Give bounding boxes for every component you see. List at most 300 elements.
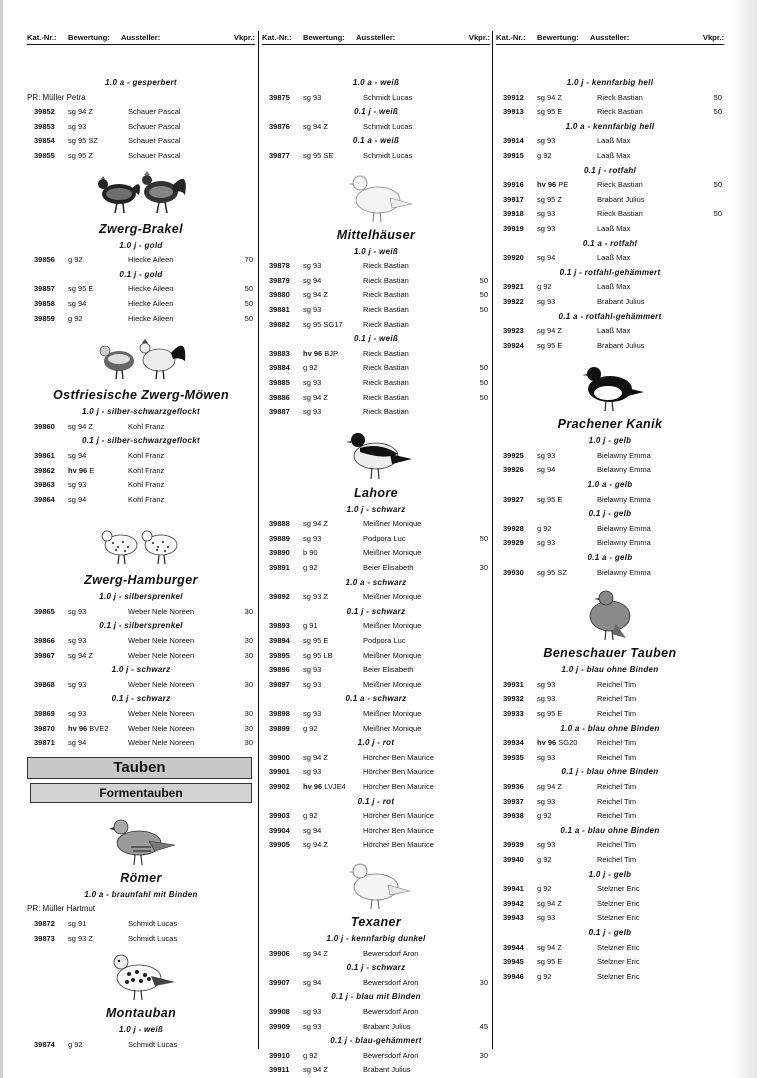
entry-price: 50	[479, 290, 488, 300]
entry-number: 39854	[34, 136, 55, 146]
entry-row	[262, 149, 490, 164]
entry-number: 39921	[503, 282, 524, 292]
entry-number: 39865	[34, 606, 55, 616]
entry-rating: sg 93	[537, 679, 556, 689]
entry-rating: g 92	[68, 313, 83, 323]
entry-exhibitor: Meißner Monique	[363, 621, 422, 631]
entry-row	[27, 634, 255, 649]
entry-price: 50	[479, 392, 488, 402]
entry-number: 39910	[269, 1050, 290, 1060]
entry-number: 39932	[503, 694, 524, 704]
entry-number: 39892	[269, 592, 290, 602]
class-heading: 0.1 a - weiß	[352, 136, 400, 146]
entry-rating: sg 94 Z	[537, 92, 563, 102]
entry-exhibitor: Reichel Tim	[597, 840, 637, 850]
entry-number: 39898	[269, 709, 290, 718]
entry-number: 39878	[269, 261, 290, 271]
entry-rating: sg 95 SG17	[303, 319, 343, 329]
entry-price: 50	[244, 298, 253, 308]
judge-line: PR: Müller Hartmut	[27, 904, 96, 914]
class-heading: 1.0 j - weiß	[353, 246, 399, 256]
entry-row	[27, 105, 255, 120]
entry-number: 39901	[269, 767, 290, 777]
entry-rating: g 92	[303, 811, 318, 821]
entry-number: 39893	[269, 621, 290, 631]
entry-number: 39861	[34, 450, 55, 460]
entry-exhibitor: Hörcher Ben Maurice	[363, 825, 434, 835]
entry-number: 39888	[269, 519, 290, 529]
class-heading: 0.1 j - blau mit Binden	[331, 992, 421, 1002]
entry-price: 30	[244, 606, 253, 616]
entry-exhibitor: Laaß Max	[597, 136, 631, 146]
entry-row	[27, 253, 255, 268]
entry-row	[27, 736, 255, 751]
entry-rating: sg 94 Z	[537, 898, 563, 908]
entry-exhibitor: Hörcher Ben Maurice	[363, 767, 434, 777]
entry-rating: sg 94 Z	[68, 421, 94, 431]
entry-row	[27, 312, 255, 327]
entry-row	[262, 546, 490, 561]
entry-number: 39858	[34, 298, 55, 308]
entry-row	[262, 91, 490, 106]
entry-rating: sg 93	[537, 694, 556, 704]
entry-number: 39887	[269, 407, 290, 417]
entry-exhibitor: Brabant Julius	[597, 340, 645, 350]
entry-rating: sg 94 Z	[303, 392, 329, 402]
entry-row	[496, 207, 724, 222]
entry-number: 39872	[34, 919, 55, 928]
entry-exhibitor: Hiecke Aileen	[128, 298, 174, 308]
entry-row	[496, 795, 724, 810]
entry-rating: sg 93	[537, 796, 556, 806]
entry-row	[262, 780, 490, 795]
entry-rating: g 92	[537, 282, 552, 292]
entry-number: 39937	[503, 796, 524, 806]
class-heading: 0.1 j - weiß	[353, 107, 399, 117]
entry-exhibitor: Hiecke Aileen	[128, 313, 174, 323]
entry-exhibitor: Schauer Pascal	[128, 136, 181, 146]
entry-row	[496, 463, 724, 478]
entry-price: 50	[479, 304, 488, 314]
entry-exhibitor: Weber Nele Noreen	[128, 606, 195, 616]
entry-number: 39880	[269, 290, 290, 300]
pigeon-illustration	[262, 424, 490, 484]
entry-exhibitor: Hörcher Ben Maurice	[363, 811, 434, 821]
entry-exhibitor: Schauer Pascal	[128, 107, 181, 117]
entry-number: 39867	[34, 650, 55, 660]
entry-number: 39857	[34, 284, 55, 294]
entry-number: 39859	[34, 313, 55, 323]
entry-number: 39914	[503, 136, 524, 146]
class-heading: 1.0 a - gesperbert	[105, 78, 177, 87]
entry-rating: hv 96 PE	[537, 180, 569, 190]
entry-row	[27, 605, 255, 620]
entry-number: 39860	[34, 421, 55, 431]
entry-number: 39929	[503, 538, 524, 548]
entry-exhibitor: Meißner Monique	[363, 548, 422, 558]
entry-rating: sg 94 Z	[303, 519, 329, 529]
entry-exhibitor: Rieck Bastian	[597, 209, 643, 219]
entry-row	[496, 149, 724, 164]
chicken-pair-illustration	[27, 164, 255, 220]
breed-title: Lahore	[353, 485, 399, 500]
entry-number: 39890	[269, 548, 290, 558]
entry-number: 39913	[503, 107, 524, 117]
entry-exhibitor: Stelzner Eric	[597, 898, 640, 908]
entry-row	[262, 1063, 490, 1078]
entry-number: 39904	[269, 825, 290, 835]
entry-number: 39899	[269, 723, 290, 733]
entry-exhibitor: Kohl Franz	[128, 480, 165, 490]
entry-exhibitor: Rieck Bastian	[363, 363, 409, 373]
column-header	[262, 33, 490, 45]
entry-row	[262, 619, 490, 634]
class-heading: 1.0 a - braunfahl mit Binden	[84, 889, 198, 899]
entry-row	[496, 91, 724, 106]
header-kat: Kat.-Nr.:	[496, 33, 526, 42]
entry-rating: sg 93	[537, 223, 556, 233]
entry-row	[496, 780, 724, 795]
class-heading: 0.1 a - rotfahl	[582, 238, 638, 248]
entry-exhibitor: Rieck Bastian	[363, 392, 409, 402]
class-heading: 0.1 j - rotfahl	[583, 165, 637, 175]
entry-row	[496, 339, 724, 354]
entry-exhibitor: Rieck Bastian	[363, 290, 409, 300]
entry-rating: sg 93	[303, 767, 322, 777]
entry-rating: sg 93	[68, 121, 87, 131]
entry-exhibitor: Bielawny Emma	[597, 465, 651, 475]
class-heading: 1.0 j - kennfarbig dunkel	[326, 933, 426, 943]
lahore-pigeon-icon	[336, 426, 416, 482]
class-heading: 1.0 j - kennfarbig hell	[566, 78, 654, 87]
entry-exhibitor: Schauer Pascal	[128, 121, 181, 131]
header-kat: Kat.-Nr.:	[27, 33, 57, 42]
entry-exhibitor: Brabant Julius	[597, 296, 645, 306]
entry-rating: g 91	[303, 621, 318, 631]
entry-rating: sg 93	[537, 538, 556, 548]
entry-exhibitor: Brabant Julius	[597, 194, 645, 204]
kanik-pigeon-icon	[570, 359, 650, 413]
entry-row	[27, 297, 255, 312]
entry-rating: sg 93	[68, 709, 87, 719]
class-heading: 1.0 j - schwarz	[346, 504, 406, 514]
entry-number: 39889	[269, 533, 290, 543]
entry-exhibitor: Brabant Julius	[363, 1065, 411, 1075]
entry-rating: sg 94	[68, 298, 87, 308]
entry-rating: sg 93	[537, 136, 556, 146]
entry-rating: sg 95 E	[537, 709, 563, 718]
entry-row	[262, 649, 490, 664]
entry-rating: sg 93	[68, 679, 87, 689]
class-heading: 0.1 a - blau ohne Binden	[560, 825, 660, 835]
entry-rating: sg 94 Z	[303, 752, 329, 762]
entry-row	[27, 120, 255, 135]
entry-row	[496, 449, 724, 464]
entry-rating: g 92	[303, 363, 318, 373]
entry-rating: sg 94	[537, 465, 556, 475]
entry-row	[496, 941, 724, 956]
entry-number: 39917	[503, 194, 524, 204]
class-heading: 0.1 j - schwarz	[111, 694, 171, 704]
entry-price: 50	[479, 363, 488, 373]
class-heading: 1.0 j - silbersprenkel	[99, 592, 183, 602]
entry-exhibitor: Meißner Monique	[363, 650, 422, 660]
moewen-chickens-icon	[91, 333, 191, 383]
entry-exhibitor: Schmidt Lucas	[128, 1039, 178, 1049]
entry-number: 39877	[269, 150, 290, 160]
pigeon-illustration	[496, 584, 724, 644]
entry-row	[27, 649, 255, 664]
entry-row	[262, 976, 490, 991]
entry-number: 39891	[269, 563, 290, 573]
entry-rating: hv 96 BJP	[303, 348, 339, 358]
entry-row	[262, 561, 490, 576]
class-heading: 1.0 j - silber-schwarzgeflockt	[82, 407, 200, 417]
mittelhaeuser-pigeon-icon	[336, 168, 416, 224]
entry-rating: sg 95 SZ	[537, 567, 568, 577]
entry-exhibitor: Rieck Bastian	[363, 275, 409, 285]
entry-rating: g 92	[303, 1050, 318, 1060]
entry-rating: sg 94	[68, 450, 87, 460]
entry-rating: sg 94 Z	[303, 1065, 329, 1075]
entry-exhibitor: Meißner Monique	[363, 592, 422, 602]
entry-row	[496, 105, 724, 120]
entry-exhibitor: Laaß Max	[597, 326, 631, 336]
entry-row	[262, 765, 490, 780]
entry-number: 39900	[269, 752, 290, 762]
entry-row	[496, 134, 724, 149]
entry-row	[27, 449, 255, 464]
entry-rating: sg 94 Z	[303, 290, 329, 300]
entry-rating: sg 93	[303, 1021, 322, 1031]
entry-row	[262, 347, 490, 362]
entry-price: 30	[244, 650, 253, 660]
entry-exhibitor: Stelzner Eric	[597, 942, 640, 952]
entry-row	[262, 1049, 490, 1064]
entry-rating: g 92	[537, 854, 552, 864]
entry-row	[496, 853, 724, 868]
entry-row	[262, 120, 490, 135]
entry-number: 39934	[503, 738, 524, 748]
entry-price: 30	[244, 723, 253, 733]
entry-row	[496, 751, 724, 766]
class-heading: 0.1 j - blau ohne Binden	[561, 767, 659, 777]
entry-number: 39902	[269, 781, 290, 791]
entry-rating: sg 91	[68, 919, 87, 928]
entry-exhibitor: Reichel Tim	[597, 694, 637, 704]
entry-row	[496, 493, 724, 508]
entry-rating: sg 94 Z	[68, 650, 94, 660]
entry-price: 50	[713, 92, 722, 102]
entry-row	[262, 517, 490, 532]
entry-rating: sg 93	[537, 752, 556, 762]
entry-number: 39939	[503, 840, 524, 850]
class-heading: 0.1 j - gelb	[588, 927, 632, 937]
entry-rating: sg 94 Z	[303, 121, 329, 131]
brakel-chickens-icon	[91, 167, 191, 217]
entry-number: 39933	[503, 709, 524, 718]
entry-rating: sg 93	[68, 606, 87, 616]
entry-number: 39907	[269, 977, 290, 987]
entry-price: 50	[713, 180, 722, 190]
entry-row	[262, 532, 490, 547]
entry-row	[496, 707, 724, 722]
entry-row	[27, 1038, 255, 1053]
beneschauer-pigeon-icon	[570, 586, 650, 642]
entry-rating: sg 95 E	[537, 107, 563, 117]
entry-row	[27, 149, 255, 164]
entry-row	[496, 193, 724, 208]
entry-exhibitor: Stelzner Eric	[597, 971, 640, 981]
entry-rating: sg 93	[537, 296, 556, 306]
chicken-pair-illustration	[27, 330, 255, 386]
entry-price: 50	[479, 377, 488, 387]
entry-exhibitor: Reichel Tim	[597, 752, 637, 762]
entry-exhibitor: Schmidt Lucas	[363, 92, 413, 102]
class-heading: 1.0 j - rot	[357, 738, 395, 748]
entry-number: 39916	[503, 180, 524, 190]
entry-row	[262, 824, 490, 839]
entry-row	[27, 134, 255, 149]
entry-exhibitor: Weber Nele Noreen	[128, 650, 195, 660]
entry-number: 39938	[503, 811, 524, 821]
entry-number: 39884	[269, 363, 290, 373]
breed-title: Prachener Kanik	[557, 417, 663, 432]
entry-rating: sg 94 Z	[68, 107, 94, 117]
entry-exhibitor: Meißner Monique	[363, 709, 422, 718]
section-banner-tauben: Tauben	[27, 757, 252, 779]
entry-number: 39911	[269, 1065, 290, 1075]
entry-rating: hv 96 SG20	[537, 738, 578, 748]
entry-exhibitor: Bielawny Emma	[597, 567, 651, 577]
entry-number: 39922	[503, 296, 524, 306]
breed-title: Zwerg-Hamburger	[84, 573, 198, 588]
entry-number: 39897	[269, 679, 290, 689]
entry-row	[496, 295, 724, 310]
entry-number: 39927	[503, 494, 524, 504]
entry-row	[262, 361, 490, 376]
entry-exhibitor: Schmidt Lucas	[128, 919, 178, 928]
entry-price: 30	[479, 977, 488, 987]
entry-rating: sg 93	[537, 913, 556, 923]
entry-price: 50	[479, 533, 488, 543]
entry-exhibitor: Rieck Bastian	[363, 261, 409, 271]
class-heading: 0.1 a - schwarz	[345, 694, 407, 704]
entry-rating: sg 93	[68, 480, 87, 490]
entry-number: 39903	[269, 811, 290, 821]
entry-exhibitor: Beier Elisabeth	[363, 563, 414, 573]
class-heading: 1.0 j - blau ohne Binden	[561, 665, 659, 675]
class-heading: 0.1 j - gelb	[588, 509, 632, 519]
header-vkpr: Vkpr.:	[233, 33, 255, 42]
entry-number: 39930	[503, 567, 524, 577]
class-heading: 1.0 a - weiß	[352, 78, 400, 87]
entry-exhibitor: Podpora Luc	[363, 636, 406, 646]
entry-price: 30	[479, 563, 488, 573]
class-heading: 0.1 j - schwarz	[346, 963, 406, 973]
entry-rating: sg 94	[537, 253, 556, 263]
entry-price: 50	[244, 313, 253, 323]
header-bewertung: Bewertung:	[303, 33, 345, 42]
header-aussteller: Aussteller:	[121, 33, 161, 42]
class-heading: 0.1 j - silber-schwarzgeflockt	[82, 436, 200, 446]
entry-row	[262, 274, 490, 289]
entry-number: 39855	[34, 150, 55, 160]
entry-number: 39909	[269, 1021, 290, 1031]
entry-exhibitor: Beier Elisabeth	[363, 665, 414, 675]
entry-row	[262, 707, 490, 722]
entry-number: 39863	[34, 480, 55, 490]
entry-price: 50	[713, 209, 722, 219]
class-heading: 1.0 j - weiß	[118, 1025, 164, 1035]
entry-exhibitor: Rieck Bastian	[597, 180, 643, 190]
entry-exhibitor: Bewersdorf Aron	[363, 977, 419, 987]
class-heading: 0.1 j - weiß	[353, 334, 399, 344]
entry-exhibitor: Rieck Bastian	[363, 304, 409, 314]
entry-row	[496, 678, 724, 693]
entry-rating: sg 95 E	[537, 340, 563, 350]
entry-row	[262, 751, 490, 766]
entry-number: 39881	[269, 304, 290, 314]
entry-row	[496, 882, 724, 897]
class-heading: 0.1 a - rotfahl-gehämmert	[558, 311, 662, 321]
entry-number: 39940	[503, 854, 524, 864]
entry-rating: sg 93	[303, 709, 322, 718]
entry-row	[27, 917, 255, 932]
entry-rating: sg 93	[303, 679, 322, 689]
entry-rating: sg 93 Z	[68, 933, 94, 943]
entry-exhibitor: Stelzner Eric	[597, 957, 640, 967]
entry-rating: sg 94	[303, 275, 322, 285]
column-header	[496, 33, 724, 45]
entry-exhibitor: Reichel Tim	[597, 679, 637, 689]
entry-rating: sg 94 Z	[537, 942, 563, 952]
entry-exhibitor: Reichel Tim	[597, 854, 637, 864]
entry-rating: sg 94	[303, 977, 322, 987]
entry-number: 39866	[34, 636, 55, 646]
entry-exhibitor: Hörcher Ben Maurice	[363, 752, 434, 762]
judge-line: PR: Müller Petra	[27, 92, 86, 102]
entry-exhibitor: Rieck Bastian	[363, 407, 409, 417]
entry-rating: sg 94 Z	[303, 948, 329, 958]
class-heading: 1.0 a - schwarz	[345, 577, 407, 587]
entry-exhibitor: Weber Nele Noreen	[128, 709, 195, 719]
chicken-pair-illustration	[27, 515, 255, 571]
entry-row	[496, 251, 724, 266]
entry-rating: g 92	[537, 150, 552, 160]
entry-exhibitor: Meißner Monique	[363, 723, 422, 733]
entry-row	[262, 1020, 490, 1035]
class-heading: 0.1 j - rotfahl-gehämmert	[559, 267, 661, 277]
header-kat: Kat.-Nr.:	[262, 33, 292, 42]
entry-exhibitor: Bielawny Emma	[597, 523, 651, 533]
entry-number: 39944	[503, 942, 524, 952]
entry-price: 70	[244, 255, 253, 265]
class-heading: 0.1 j - schwarz	[346, 606, 406, 616]
entry-number: 39920	[503, 253, 524, 263]
entry-price: 30	[244, 738, 253, 748]
entry-row	[262, 678, 490, 693]
entry-row	[27, 678, 255, 693]
entry-rating: sg 93	[537, 840, 556, 850]
entry-number: 39943	[503, 913, 524, 923]
entry-rating: sg 93	[303, 533, 322, 543]
entry-exhibitor: Meißner Monique	[363, 679, 422, 689]
breed-title: Zwerg-Brakel	[99, 221, 183, 236]
entry-number: 39915	[503, 150, 524, 160]
entry-number: 39856	[34, 255, 55, 265]
pigeon-illustration	[262, 166, 490, 226]
